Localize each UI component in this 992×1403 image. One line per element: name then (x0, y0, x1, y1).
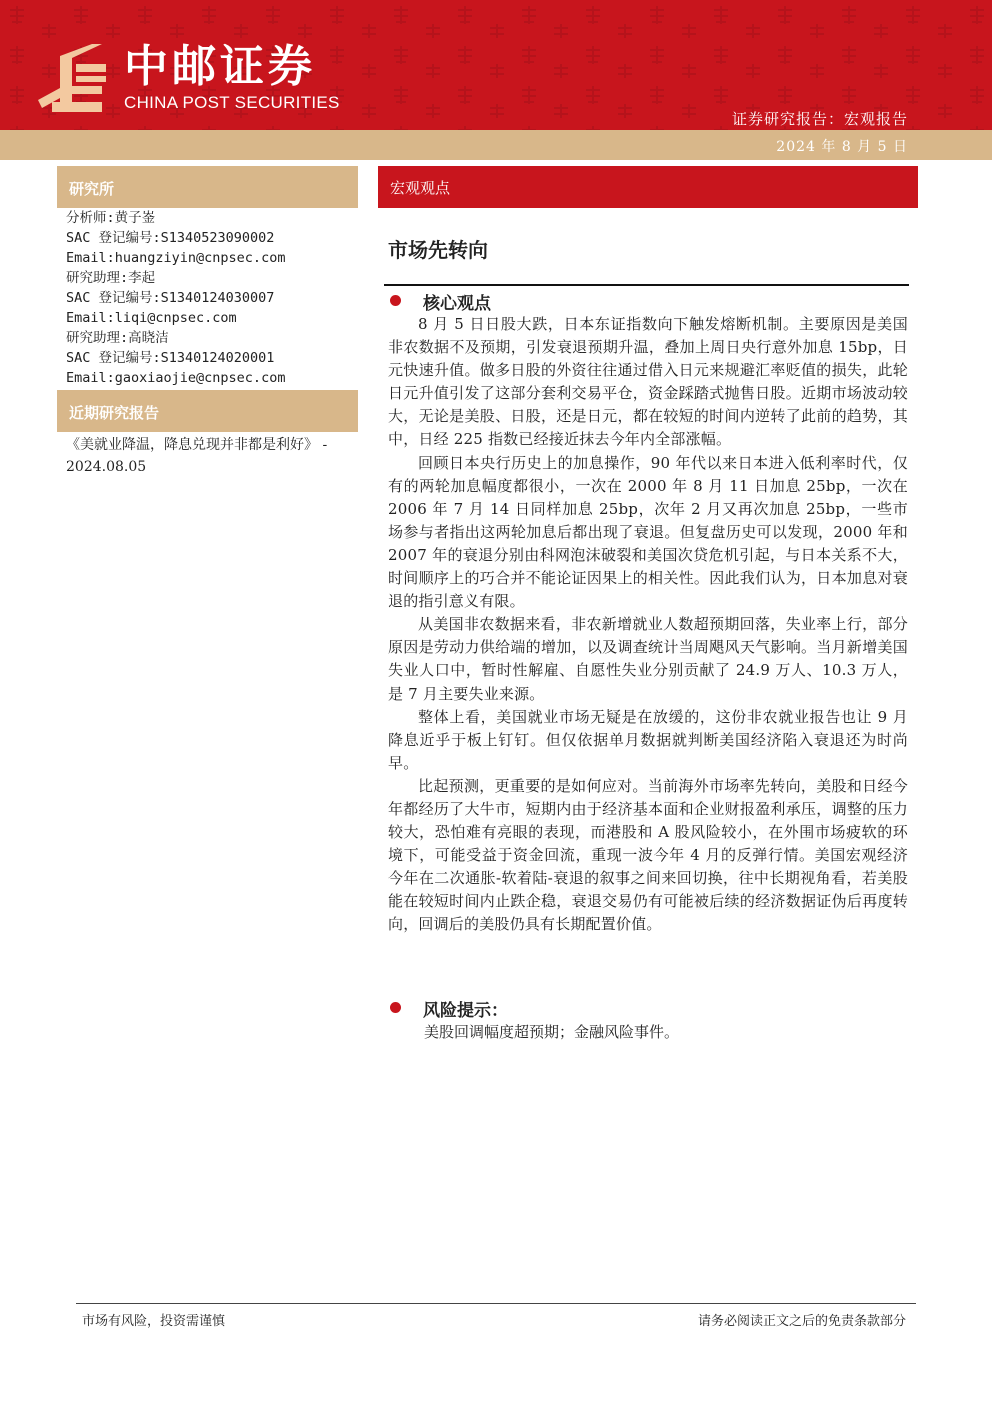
analyst-line: SAC 登记编号:S1340124030007 (66, 290, 275, 306)
analyst-list (66, 208, 285, 388)
analyst-line: 分析师:黄子崟 (66, 210, 156, 226)
recent-reports-heading-bar (57, 390, 358, 432)
core-view-heading: 核心观点 (423, 294, 491, 314)
report-title: 市场先转向 (388, 238, 488, 262)
analyst-line: 研究助理:高晓洁 (66, 330, 169, 346)
analyst-email[interactable]: Email:huangziyin@cnpsec.com (66, 250, 286, 266)
footer-risk-note: 市场有风险，投资需谨慎 (82, 1314, 226, 1329)
company-name-en: CHINA POST SECURITIES (124, 93, 340, 112)
body-paragraph: 比起预测，更重要的是如何应对。当前海外市场率先转向，美股和日经今年都经历了大牛市，短期内由于经济基本面和企业财报盈利承压，调整的压力较大，恐怕难有亮眼的表现，而港股和 A 股风险较小，在外围市场疲软的环境下，可能受益于资金回流，重现一波今年 4 月的反弹行情。美国宏观经济今年在二次通胀-软着陆-衰退的叙事之间来回切换，往中长期视角看，若美股能在较短时间内止跌企稳，衰退交易仍有可能被后续的经济数据证伪后再度转向，回调后的美股仍具有长期配置价值。 (388, 776, 908, 934)
analyst-line: SAC 登记编号:S1340523090002 (66, 230, 275, 246)
analyst-email[interactable]: Email:liqi@cnpsec.com (66, 310, 237, 326)
bullet-icon (390, 1002, 401, 1013)
analyst-line: SAC 登记编号:S1340124020001 (66, 350, 275, 366)
body-paragraph: 8 月 5 日日股大跌，日本东证指数向下触发熔断机制。主要原因是美国非农数据不及预期，引发衰退预期升温，叠加上周日央行意外加息 15bp，日元快速升值。做多日股的外资往往通过借入日元来规避汇率贬值的损失，此轮日元升值引发了这部分套利交易平仓，资金踩踏式抛售日股。近期市场波动较大，无论是美股、日股，还是日元，都在较短的时间内逆转了此前的趋势，其中，日经 225 指数已经接近抹去今年内全部涨幅。 (388, 315, 908, 449)
body-paragraph: 回顾日本央行历史上的加息操作，90 年代以来日本进入低利率时代，仅有的两轮加息幅度都很小，一次在 2000 年 8 月 11 日加息 25bp，一次在 2006 年 7 月 14 日同样加息 25bp，次年 2 月又再次加息 25bp，一些市场参与者指出这两轮加息后都出现了衰退。但复盘历史可以发现，2000 年和 2007 年的衰退分别由科网泡沫破裂和美国次贷危机引起，与日本关系不大，时间顺序上的巧合并不能论证因果上的相关性。因此我们认为，日本加息对衰退的指引意义有限。 (388, 453, 908, 611)
risk-heading: 风险提示： (423, 1001, 508, 1021)
analyst-email[interactable]: Email:gaoxiaojie@cnpsec.com (66, 370, 286, 386)
report-body (388, 313, 908, 937)
report-header (0, 0, 992, 130)
footer-divider (76, 1303, 916, 1304)
report-type: 证券研究报告：宏观报告 (731, 110, 908, 128)
category-tag: 宏观观点 (390, 179, 451, 197)
institute-heading: 研究所 (69, 180, 115, 198)
risk-text: 美股回调幅度超预期；金融风险事件。 (424, 1023, 680, 1041)
title-divider (384, 284, 909, 286)
company-name-cn: 中邮证券 (124, 41, 316, 92)
body-paragraph: 整体上看，美国就业市场无疑是在放缓的，这份非农就业报告也让 9 月降息近乎于板上钉钉。但仅依据单月数据就判断美国经济陷入衰退还为时尚早。 (388, 707, 908, 772)
category-tag-bar (378, 166, 918, 208)
report-date: 2024 年 8 月 5 日 (776, 139, 908, 155)
institute-heading-bar (57, 166, 358, 208)
bullet-icon (390, 295, 401, 306)
body-paragraph: 从美国非农数据来看，非农新增就业人数超预期回落，失业率上行，部分原因是劳动力供给端的增加，以及调查统计当周飓风天气影响。当月新增美国失业人口中，暂时性解雇、自愿性失业分别贡献了 24.9 万人、10.3 万人，是 7 月主要失业来源。 (388, 615, 908, 703)
recent-reports-heading: 近期研究报告 (69, 404, 160, 422)
recent-report-link[interactable]: 《美就业降温，降息兑现并非都是利好》 - 2024.08.05 (66, 437, 328, 475)
china-post-logo-icon (32, 42, 110, 116)
footer-disclaimer-note: 请务必阅读正文之后的免责条款部分 (697, 1314, 906, 1329)
analyst-line: 研究助理:李起 (66, 270, 156, 286)
